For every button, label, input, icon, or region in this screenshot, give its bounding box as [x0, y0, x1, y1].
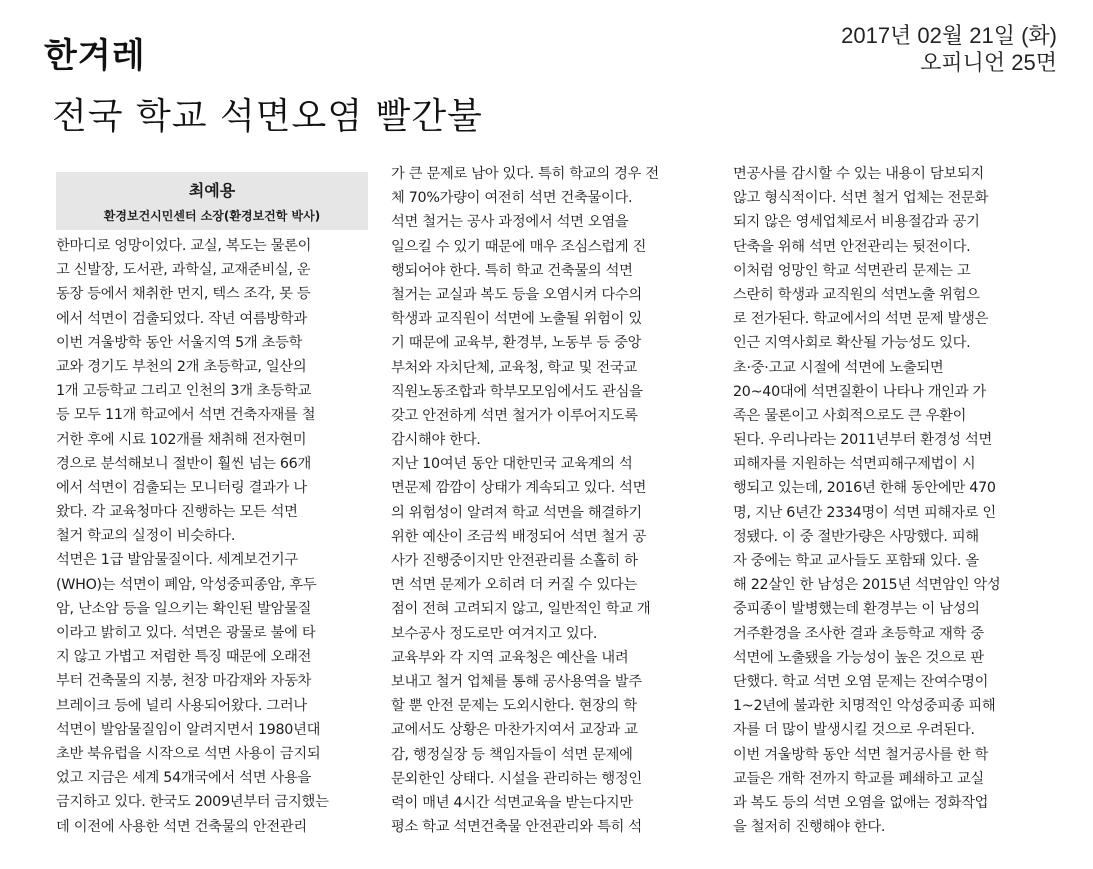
text-line: 왔다. 각 교육청마다 진행하는 모든 석면: [56, 504, 298, 521]
text-line: 된다. 우리나라는 2011년부터 환경성 석면: [733, 432, 993, 449]
text-line: 이번 겨울방학 동안 석면 철거공사를 한 학: [733, 746, 989, 763]
text-line: 체 70%가량이 여전히 석면 건축물이다.: [391, 190, 633, 207]
text-line: 부처와 자치단체, 교육청, 학교 및 전국교: [391, 359, 637, 376]
text-line: 자를 더 많이 발생시킬 것으로 우려된다.: [733, 722, 975, 739]
text-line: 철거는 교실과 복도 등을 오염시켜 다수의: [391, 286, 642, 303]
text-line: 석면에 노출됐을 가능성이 높은 것으로 판: [733, 649, 984, 666]
text-line: 이처럼 엉망인 학교 석면관리 문제는 고: [733, 262, 971, 279]
text-line: 이번 겨울방학 동안 서울지역 5개 초등학: [56, 334, 303, 351]
text-line: 었고 지금은 세계 54개국에서 석면 사용을: [56, 770, 311, 787]
article-column-1: [56, 234, 376, 839]
author-title: 환경보건시민센터 소장(환경보건학 박사): [103, 209, 321, 223]
text-line: 고 신발장, 도서관, 과학실, 교재준비실, 운: [56, 262, 311, 279]
text-line: 해 22살인 한 남성은 2015년 석면암인 악성: [733, 577, 1001, 594]
text-line: 스란히 학생과 교직원의 석면노출 위험으: [733, 286, 980, 303]
text-line: 부터 건축물의 지붕, 천장 마감재와 자동차: [56, 673, 312, 690]
text-line: 로 전가된다. 학교에서의 석면 문제 발생은: [733, 311, 989, 328]
text-line: 단축을 위해 석면 안전관리는 뒷전이다.: [733, 238, 971, 255]
text-line: 보내고 철거 업체를 통해 공사용역을 발주: [391, 673, 642, 690]
text-line: 교들은 개학 전까지 학교를 폐쇄하고 교실: [733, 770, 984, 787]
article-headline: 전국 학교 석면오염 빨간불: [52, 96, 483, 137]
publication-date: 2017년 02월 21일 (화): [841, 23, 1057, 48]
text-line: 감, 행정실장 등 책임자들이 석면 문제에: [391, 746, 633, 763]
text-line: 등 모두 11개 학교에서 석면 건축자재를 철: [56, 407, 316, 424]
author-box: [56, 172, 368, 230]
text-line: 데 이전에 사용한 석면 건축물의 안전관리: [56, 818, 307, 835]
text-line: 명, 지난 6년간 2334명이 석면 피해자로 인: [733, 504, 996, 521]
text-line: 되지 않은 영세업체로서 비용절감과 공기: [733, 214, 980, 231]
text-line: 면공사를 감시할 수 있는 내용이 담보되지: [733, 166, 984, 182]
text-line: 석면 철거는 공사 과정에서 석면 오염을: [391, 214, 629, 231]
text-line: 금지하고 있다. 한국도 2009년부터 금지했는: [56, 794, 329, 811]
text-line: 면 석면 문제가 오히려 더 커질 수 있다는: [391, 577, 637, 594]
text-line: 행되어야 한다. 특히 학교 건축물의 석면: [391, 262, 633, 279]
text-line: 갖고 안전하게 석면 철거가 이루어지도록: [391, 407, 638, 424]
text-line: 중피종이 발병했는데 환경부는 이 남성의: [733, 601, 980, 618]
text-line: 경으로 분석해보니 절반이 훨씬 넘는 66개: [56, 455, 311, 472]
text-line: 암, 난소암 등을 일으키는 확인된 발암물질: [56, 600, 312, 617]
text-line: 피해자를 지원하는 석면피해구제법이 시: [733, 456, 976, 473]
text-line: 지난 10여년 동안 대한민국 교육계의 석: [391, 456, 633, 473]
text-line: 면문제 깜깜이 상태가 계속되고 있다. 석면: [391, 480, 647, 497]
text-line: 교육부와 각 지역 교육청은 예산을 내려: [391, 649, 629, 666]
text-line: 지 않고 가볍고 저렴한 특징 때문에 오래전: [56, 649, 312, 666]
text-line: 동장 등에서 채취한 먼지, 텍스 조각, 못 등: [56, 286, 311, 303]
text-line: 교에서도 상황은 마찬가지여서 교장과 교: [391, 722, 638, 739]
text-line: 에서 석면이 검출되었다. 작년 여름방학과: [56, 310, 307, 327]
text-line: 이라고 밝히고 있다. 석면은 광물로 불에 타: [56, 625, 316, 641]
text-line: 을 철저히 진행해야 한다.: [733, 819, 886, 836]
text-line: 석면이 발암물질임이 알려지면서 1980년대: [56, 721, 321, 738]
text-line: 할 뿐 안전 문제는 도외시한다. 현장의 학: [391, 698, 637, 715]
text-line: 보수공사 정도로만 여겨지고 있다.: [391, 625, 598, 642]
text-line: 사가 진행중이지만 안전관리를 소홀히 하: [391, 553, 638, 569]
article-column-3: [733, 162, 1063, 839]
text-line: (WHO)는 석면이 폐암, 악성중피종암, 후두: [56, 576, 317, 593]
text-line: 초·중·고교 시절에 석면에 노출되면: [733, 359, 944, 376]
text-line: 평소 학교 석면건축물 안전관리와 특히 석: [391, 819, 642, 836]
text-line: 1개 고등학교 그리고 인천의 3개 초등학교: [56, 383, 311, 400]
newspaper-logo: 한겨레: [44, 36, 146, 76]
article-column-2: [391, 162, 716, 839]
text-line: 위한 예산이 조금씩 배정되어 석면 철거 공: [391, 528, 647, 545]
text-line: 교와 경기도 부천의 2개 초등학교, 일산의: [56, 358, 307, 375]
text-line: 의 위험성이 알려져 학교 석면을 해결하기: [391, 504, 642, 521]
text-line: 초반 북유럽을 시작으로 석면 사용이 금지되: [56, 745, 321, 762]
text-line: 학생과 교직원이 석면에 노출될 위험이 있: [391, 311, 642, 328]
text-line: 기 때문에 교육부, 환경부, 노동부 등 중앙: [391, 335, 642, 352]
text-line: 브레이크 등에 널리 사용되어왔다. 그러나: [56, 697, 307, 714]
text-line: 않고 형식적이다. 석면 철거 업체는 전문화: [733, 190, 989, 207]
text-line: 점이 전혀 고려되지 않고, 일반적인 학교 개: [391, 601, 651, 618]
author-name: 최예용: [188, 181, 236, 200]
text-line: 족은 물론이고 사회적으로도 큰 우환이: [733, 407, 967, 424]
text-line: 일으킬 수 있기 때문에 매우 조심스럽게 진: [391, 238, 647, 255]
text-line: 가 큰 문제로 남아 있다. 특히 학교의 경우 전: [391, 166, 659, 182]
text-line: 철거 학교의 실정이 비슷하다.: [56, 528, 236, 545]
text-line: 1~2년에 불과한 치명적인 악성중피종 피해: [733, 698, 996, 715]
text-line: 행되고 있는데, 2016년 한해 동안에만 470: [733, 480, 996, 497]
text-line: 인근 지역사회로 확산될 가능성도 있다.: [733, 335, 971, 352]
text-line: 감시해야 한다.: [391, 432, 481, 449]
text-line: 문외한인 상태다. 시설을 관리하는 행정인: [391, 770, 642, 787]
text-line: 거한 후에 시료 102개를 채취해 전자현미: [56, 431, 307, 448]
text-line: 20~40대에 석면질환이 나타나 개인과 가: [733, 383, 986, 400]
text-line: 력이 매년 4시간 석면교육을 받는다지만: [391, 794, 633, 811]
section-page: 오피니언 25면: [920, 50, 1057, 75]
text-line: 단했다. 학교 석면 오염 문제는 잔여수명이: [733, 673, 989, 690]
text-line: 에서 석면이 검출되는 모니터링 결과가 나: [56, 479, 307, 496]
text-line: 정됐다. 이 중 절반가량은 사망했다. 피해: [733, 528, 979, 545]
text-line: 과 복도 등의 석면 오염을 없애는 정화작업: [733, 794, 989, 811]
text-line: 직원노동조합과 학부모모임에서도 관심을: [391, 383, 643, 400]
text-line: 거주환경을 조사한 결과 초등학교 재학 중: [733, 625, 984, 642]
text-line: 한마디로 엉망이었다. 교실, 복도는 물론이: [56, 238, 312, 254]
text-line: 석면은 1급 발암물질이다. 세계보건기구: [56, 552, 298, 569]
text-line: 자 중에는 학교 교사들도 포함돼 있다. 올: [733, 553, 979, 569]
dateline: [841, 22, 1057, 76]
